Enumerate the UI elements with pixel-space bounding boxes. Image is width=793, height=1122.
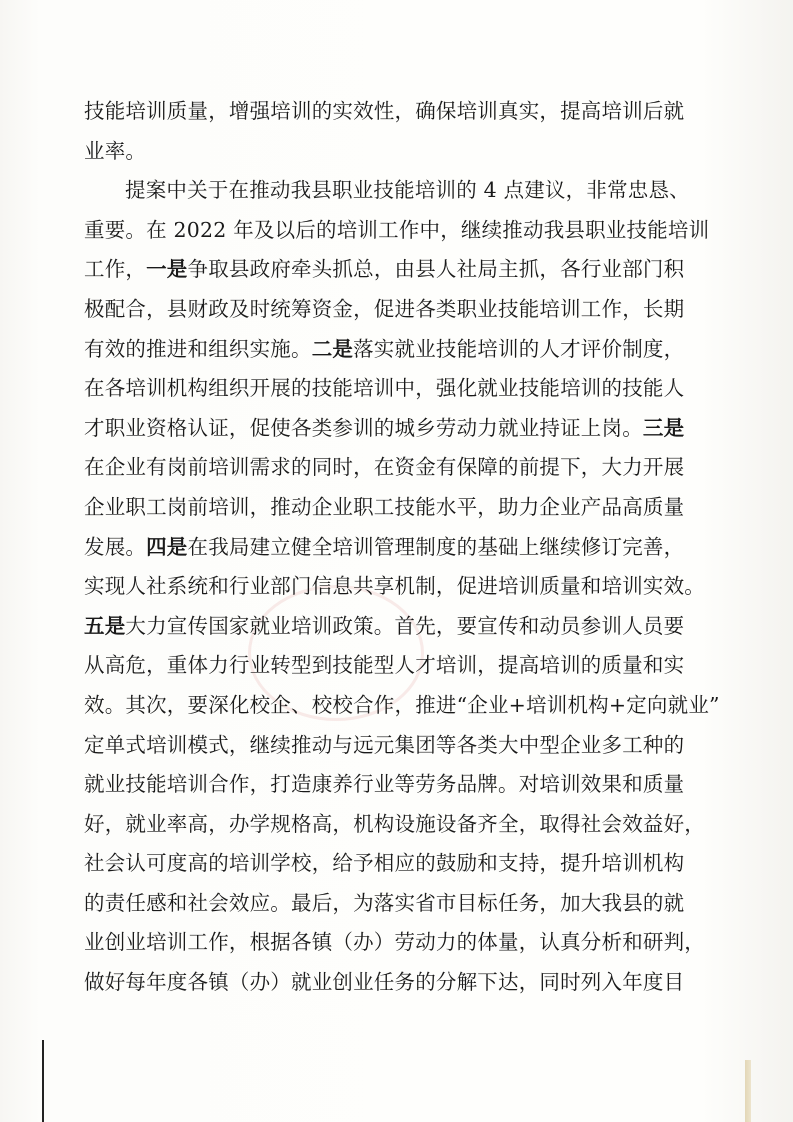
- text-line: [84, 290, 714, 330]
- text-segment: 争取县政府牵头抓总，由县人社局主抓，各行业部门积: [187, 257, 685, 282]
- text-segment: 工作，: [84, 257, 147, 282]
- text-line: [84, 448, 714, 488]
- text-line: [84, 646, 714, 686]
- text-line: [84, 488, 714, 528]
- text-segment: 定单式培训模式，继续推动与远元集团等各类大中型企业多工种的: [84, 732, 685, 757]
- text-line: [84, 805, 714, 845]
- bold-heading-marker: 一是: [146, 257, 188, 282]
- bold-heading-marker: 三是: [642, 415, 685, 440]
- text-segment: 实现人社系统和行业部门信息共享机制，促进培训质量和培训实效。: [84, 574, 705, 599]
- text-segment: 在企业有岗前培训需求的同时，在资金有保障的前提下，大力开展: [84, 455, 685, 480]
- bold-heading-marker: 四是: [146, 534, 188, 559]
- text-line: [84, 567, 714, 607]
- text-segment: 好，就业率高，办学规格高，机构设施设备齐全，取得社会效益好，: [84, 811, 705, 836]
- text-line: [84, 686, 720, 726]
- text-line: [84, 330, 714, 370]
- text-segment: 就业技能培训合作，打造康养行业等劳务品牌。对培训效果和质量: [84, 772, 685, 797]
- text-line: [84, 726, 714, 766]
- text-segment: 社会认可度高的培训学校，给予相应的鼓励和支持，提升培训机构: [84, 851, 685, 876]
- text-segment: 在我局建立健全培训管理制度的基础上继续修订完善，: [187, 534, 685, 559]
- bold-heading-marker: 二是: [311, 336, 354, 361]
- text-segment: 极配合，县财政及时统筹资金，促进各类职业技能培训工作，长期: [84, 296, 685, 321]
- scan-edge-left: [42, 1040, 44, 1122]
- text-segment: 效。其次，要深化校企、校校合作，推进“企业+培训机构+定向就业”: [84, 692, 720, 717]
- text-line: [84, 250, 714, 290]
- text-line: [84, 963, 714, 1003]
- text-line: [84, 884, 714, 924]
- text-segment: 发展。: [84, 534, 147, 559]
- text-segment: 从高危，重体力行业转型到技能型人才培训，提高培训的质量和实: [84, 653, 685, 678]
- text-segment: 大力宣传国家就业培训政策。首先，要宣传和动员参训人员要: [125, 613, 685, 638]
- text-segment: 在各培训机构组织开展的技能培训中，强化就业技能培训的技能人: [84, 376, 685, 401]
- text-line: [84, 132, 714, 172]
- document-body: [84, 92, 720, 1003]
- text-line: [84, 211, 714, 251]
- text-segment: 技能培训质量，增强培训的实效性，确保培训真实，提高培训后就: [84, 99, 685, 123]
- text-line: [84, 607, 714, 647]
- text-segment: 企业职工岗前培训，推动企业职工技能水平，助力企业产品高质量: [84, 494, 685, 519]
- scan-edge-right: [745, 1060, 751, 1122]
- bold-heading-marker: 五是: [84, 613, 126, 638]
- text-line: [84, 923, 714, 963]
- text-line: [84, 409, 714, 449]
- text-line: [84, 171, 714, 211]
- text-line: [84, 765, 714, 805]
- text-segment: 业率。: [84, 138, 147, 163]
- text-line: [84, 844, 714, 884]
- text-segment: 才职业资格认证，促使各类参训的城乡劳动力就业持证上岗。: [84, 415, 643, 440]
- text-segment: 重要。在 2022 年及以后的培训工作中，继续推动我县职业技能培训: [84, 217, 710, 242]
- text-line: [84, 92, 714, 132]
- text-segment: 落实就业技能培训的人才评价制度，: [353, 336, 685, 361]
- text-segment: 业创业培训工作，根据各镇（办）劳动力的体量，认真分析和研判，: [84, 930, 705, 955]
- text-segment: 提案中关于在推动我县职业技能培训的 4 点建议，非常忠恳、: [125, 178, 690, 203]
- text-segment: 做好每年度各镇（办）就业创业任务的分解下达，同时列入年度目: [84, 970, 685, 995]
- text-line: [84, 528, 714, 568]
- text-segment: 有效的推进和组织实施。: [84, 336, 312, 361]
- text-line: [84, 369, 714, 409]
- text-segment: 的责任感和社会效应。最后，为落实省市目标任务，加大我县的就: [84, 890, 685, 915]
